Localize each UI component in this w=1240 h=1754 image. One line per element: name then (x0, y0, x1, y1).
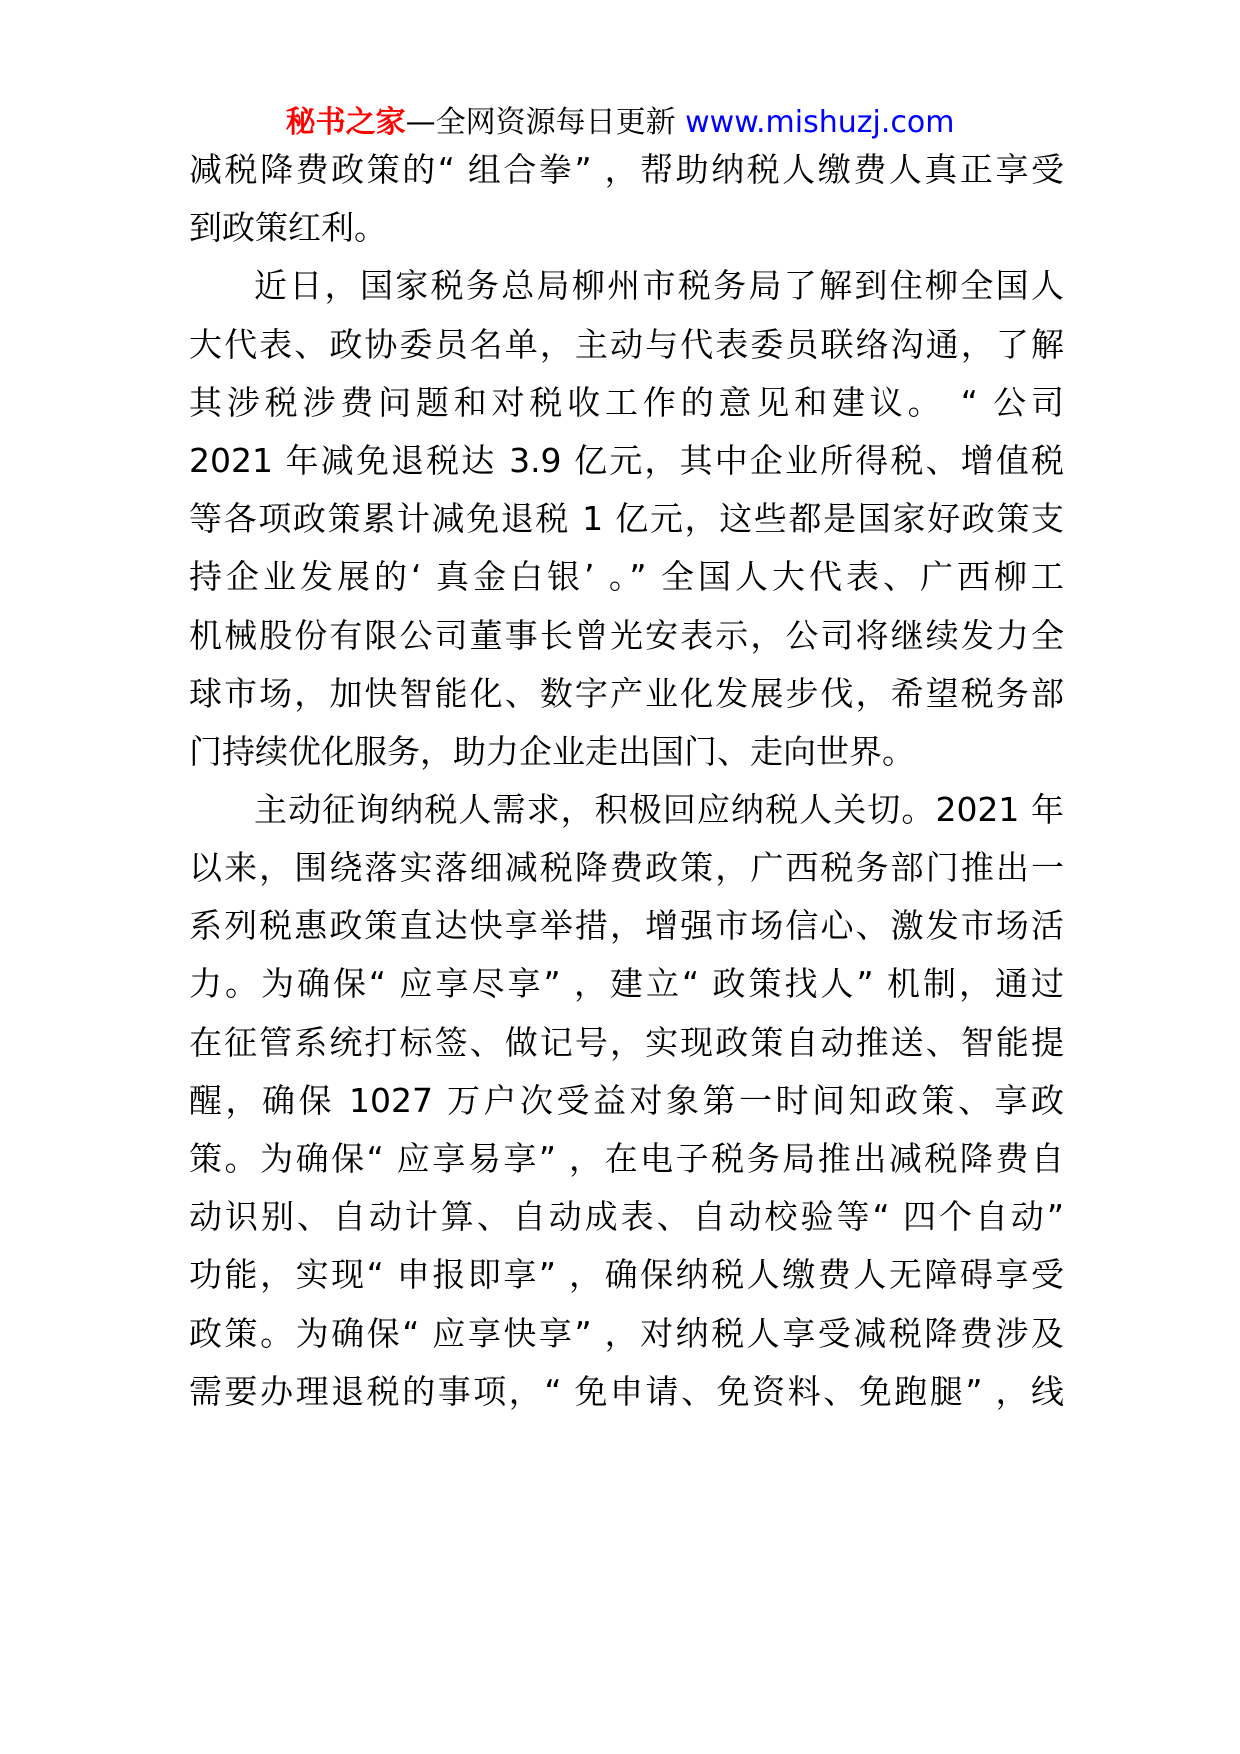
body-line: 球市场，加快智能化、数字产业化发展步伐，希望税务部 (189, 674, 1064, 713)
body-line: 减税降费政策的“ 组合拳” ，帮助纳税人缴费人真正享受 (189, 150, 1064, 189)
body-line: 持企业发展的‘ 真金白银’ 。” 全国人大代表、广西柳工 (189, 557, 1064, 596)
body-line: 动识别、自动计算、自动成表、自动校验等“ 四个自动” (189, 1197, 1064, 1236)
body-line: 近日，国家税务总局柳州市税务局了解到住柳全国人 (254, 266, 1064, 305)
body-line: 醒，确保 1027 万户次受益对象第一时间知政策、享政 (189, 1081, 1064, 1120)
body-line: 到政策红利。 (189, 208, 387, 247)
body-line: 以来，围绕落实落细减税降费政策，广西税务部门推出一 (189, 848, 1064, 887)
site-url-link[interactable]: www.mishuzj.com (685, 105, 955, 140)
body-line: 策。为确保“ 应享易享” ，在电子税务局推出减税降费自 (189, 1139, 1064, 1178)
body-line: 功能，实现“ 申报即享” ，确保纳税人缴费人无障碍享受 (189, 1255, 1064, 1294)
body-line: 政策。为确保“ 应享快享” ，对纳税人享受减税降费涉及 (189, 1314, 1064, 1353)
body-line: 需要办理退税的事项，“ 免申请、免资料、免跑腿” ，线 (189, 1372, 1064, 1411)
body-line: 机械股份有限公司董事长曾光安表示，公司将继续发力全 (189, 616, 1064, 655)
header-tagline: —全网资源每日更新 (405, 105, 686, 140)
body-line: 力。为确保“ 应享尽享” ，建立“ 政策找人” 机制，通过 (189, 964, 1064, 1003)
body-line: 大代表、政协委员名单，主动与代表委员联络沟通，了解 (189, 325, 1064, 364)
body-line: 等各项政策累计减免退税 1 亿元，这些都是国家好政策支 (189, 499, 1064, 538)
body-line: 其涉税涉费问题和对税收工作的意见和建议。 “ 公司 (189, 383, 1064, 422)
body-line: 门持续优化服务，助力企业走出国门、走向世界。 (189, 732, 915, 771)
body-line: 系列税惠政策直达快享举措，增强市场信心、激发市场活 (189, 906, 1064, 945)
brand-name: 秘书之家 (285, 105, 406, 140)
body-line: 主动征询纳税人需求，积极回应纳税人关切。2021 年 (254, 790, 1064, 829)
body-line: 2021 年减免退税达 3.9 亿元，其中企业所得税、增值税 (189, 441, 1064, 480)
body-line: 在征管系统打标签、做记号，实现政策自动推送、智能提 (189, 1023, 1064, 1062)
